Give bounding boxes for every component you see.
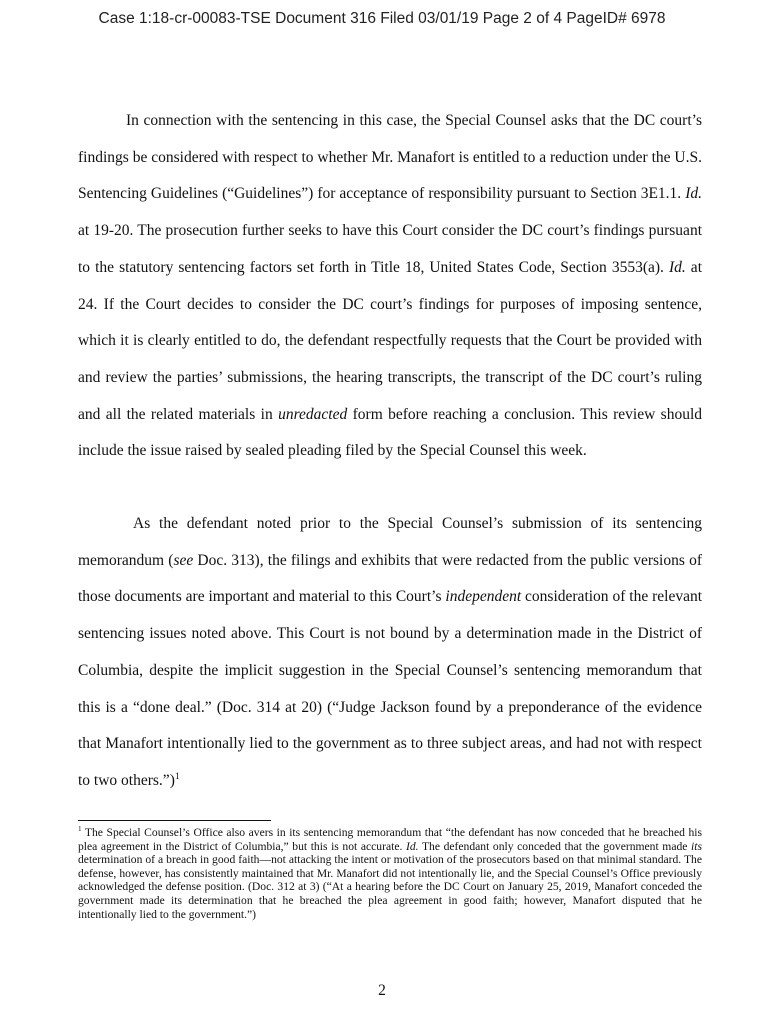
page-number: 2 bbox=[378, 982, 386, 999]
text-run: form before reaching a conclusion. This review should include the issue raised by sealed pleading filed by the Special Counsel this week. bbox=[78, 405, 703, 460]
text-run: determination of a breach in good faith—not attacking the intent or motivation of the prosecutors based on that minimal standard. The defense, however, has consistently maintained that Mr. Manafort did not intentionally lie, and the Special Counsel’s Office previously acknowledged the defense position. (Doc. 312 at 3) (“At a hearing before the DC Court on January 25, 2019, Manafort conceded the government made its determination that he breached the plea agreement in good faith; however, Manafort disputed that he intentionally lied to the government.”) bbox=[78, 853, 702, 921]
footnote-marker: 1 bbox=[78, 825, 82, 834]
italic-text: independent bbox=[445, 588, 522, 606]
case-header: Case 1:18-cr-00083-TSE Document 316 Filed 03/01/19 Page 2 of 4 PageID# 6978 bbox=[98, 10, 666, 27]
text-run: at 24. If the Court decides to consider the DC court’s findings for purposes of imposing sentence, which it is clearly entitled to do, the defendant respectfully requests that the Court be provided with and review the parties’ submissions, the hearing transcripts, the transcript of the DC court’s ruling and all the related materials in bbox=[78, 258, 702, 423]
italic-text: Id. bbox=[668, 258, 686, 276]
italic-text: its bbox=[691, 839, 702, 853]
footnote-text bbox=[78, 826, 702, 921]
italic-text: Id. bbox=[405, 839, 419, 853]
text-run: Doc. 313), the filings and exhibits that were redacted from the public versions of those documents are important and material to this Court’s bbox=[78, 551, 702, 606]
paragraph-2 bbox=[78, 506, 702, 800]
paragraph-1 bbox=[78, 103, 702, 470]
text-run: at 19-20. The prosecution further seeks to have this Court consider the DC court’s findings pursuant to the statutory sentencing factors set forth in Title 18, United States Code, Section 3553(a). bbox=[78, 222, 702, 276]
text-run: The Special Counsel’s Office also avers in its sentencing memorandum that “the defendant has now conceded that he breached his plea agreement in the District of Columbia,” but this is not accurate. bbox=[78, 826, 702, 853]
text-run: The defendant only conceded that the government made bbox=[418, 839, 692, 853]
footnote-reference: 1 bbox=[174, 770, 180, 782]
italic-text: Id. bbox=[685, 185, 702, 203]
footnote-1 bbox=[78, 826, 702, 921]
text-run: In connection with the sentencing in this case, the Special Counsel asks that the DC court’s findings be considered with respect to whether Mr. Manafort is entitled to a reduction under the U.S. Sentencing Guidelines (“Guidelines”) for acceptance of responsibility pursuant to Section 3E1.1. bbox=[78, 112, 702, 203]
italic-text: see bbox=[173, 551, 194, 569]
text-run: consideration of the relevant sentencing issues noted above. This Court is not bound by a determination made in the District of Columbia, despite the implicit suggestion in the Special Counsel’s sentencing memorandum that this is a “done deal.” (Doc. 314 at 20) (“Judge Jackson found by a preponderance of the evidence that Manafort intentionally lied to the government as to three subject areas, and had not with respect to two others.”) bbox=[78, 588, 703, 789]
footnote-divider bbox=[78, 820, 271, 821]
italic-text: unredacted bbox=[278, 405, 348, 423]
text-run: As the defendant noted prior to the Special Counsel’s submission of its sentencing memorandum ( bbox=[78, 515, 702, 569]
